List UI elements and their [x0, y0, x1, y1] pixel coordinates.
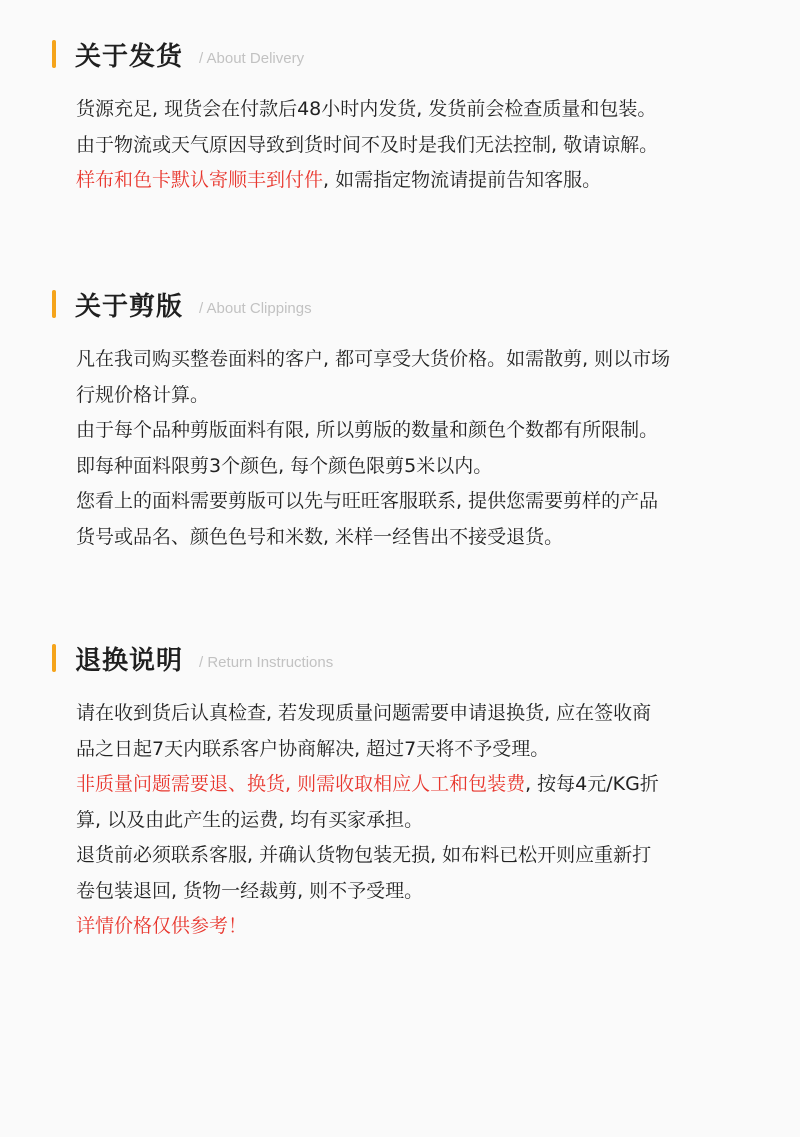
body-text: 品之日起7天内联系客户协商解决, 超过7天将不予受理。: [76, 737, 550, 760]
body-text: 即每种面料限剪3个颜色, 每个颜色限剪5米以内。: [76, 454, 493, 477]
body-text: 凡在我司购买整卷面料的客户, 都可享受大货价格。如需散剪, 则以市场: [76, 348, 671, 370]
body-text: 退货前必须联系客服, 并确认货物包装无损, 如布料已松开则应重新打: [76, 844, 652, 866]
text-line: [76, 520, 736, 556]
section-body: [76, 696, 736, 945]
section-subtitle: / Return Instructions: [199, 653, 334, 671]
body-text: , 按每4元/KG折: [525, 773, 659, 795]
section-subtitle: / About Clippings: [199, 299, 312, 317]
body-text: 货源充足, 现货会在付款后48小时内发货, 发货前会检查质量和包装。: [76, 98, 657, 120]
body-text: 您看上的面料需要剪版可以先与旺旺客服联系, 提供您需要剪样的产品: [76, 490, 659, 512]
highlight-text: 样布和色卡默认寄顺丰到付件: [76, 169, 324, 191]
text-line: [76, 838, 736, 874]
text-line: [76, 378, 736, 414]
section-title: 退换说明: [75, 645, 184, 676]
body-text: 请在收到货后认真检查, 若发现质量问题需要申请退换货, 应在签收商: [76, 702, 652, 724]
section-title: 关于发货: [75, 41, 184, 72]
text-line: [76, 484, 736, 520]
body-text: 行规价格计算。: [76, 383, 210, 406]
section-header: [52, 36, 304, 72]
body-text: 由于每个品种剪版面料有限, 所以剪版的数量和颜色个数都有所限制。: [76, 419, 659, 441]
section-body: [76, 342, 736, 555]
section-header: [52, 286, 312, 322]
text-line: [76, 803, 736, 839]
section-header: [52, 640, 333, 676]
section-accent-bar: [52, 644, 56, 672]
text-line: [76, 696, 736, 732]
body-text: , 如需指定物流请提前告知客服。: [323, 169, 602, 191]
text-line: [76, 909, 736, 945]
section-title: 关于剪版: [75, 291, 184, 322]
text-line: [76, 732, 736, 768]
text-line: [76, 413, 736, 449]
body-text: 由于物流或天气原因导致到货时间不及时是我们无法控制, 敬请谅解。: [76, 133, 659, 156]
text-line: [76, 128, 736, 164]
text-line: [76, 342, 736, 378]
text-line: [76, 874, 736, 910]
text-line: [76, 767, 736, 803]
body-text: 算, 以及由此产生的运费, 均有买家承担。: [76, 808, 424, 831]
section-subtitle: / About Delivery: [199, 49, 305, 67]
section-accent-bar: [52, 40, 56, 68]
text-line: [76, 163, 736, 199]
text-line: [76, 92, 736, 128]
section-accent-bar: [52, 290, 56, 318]
section-body: [76, 92, 736, 199]
highlight-text: 非质量问题需要退、换货, 则需收取相应人工和包装费: [76, 773, 526, 795]
highlight-text: 详情价格仅供参考！: [76, 915, 248, 937]
body-text: 卷包装退回, 货物一经裁剪, 则不予受理。: [76, 879, 424, 902]
body-text: 货号或品名、颜色色号和米数, 米样一经售出不接受退货。: [76, 525, 564, 548]
text-line: [76, 449, 736, 485]
